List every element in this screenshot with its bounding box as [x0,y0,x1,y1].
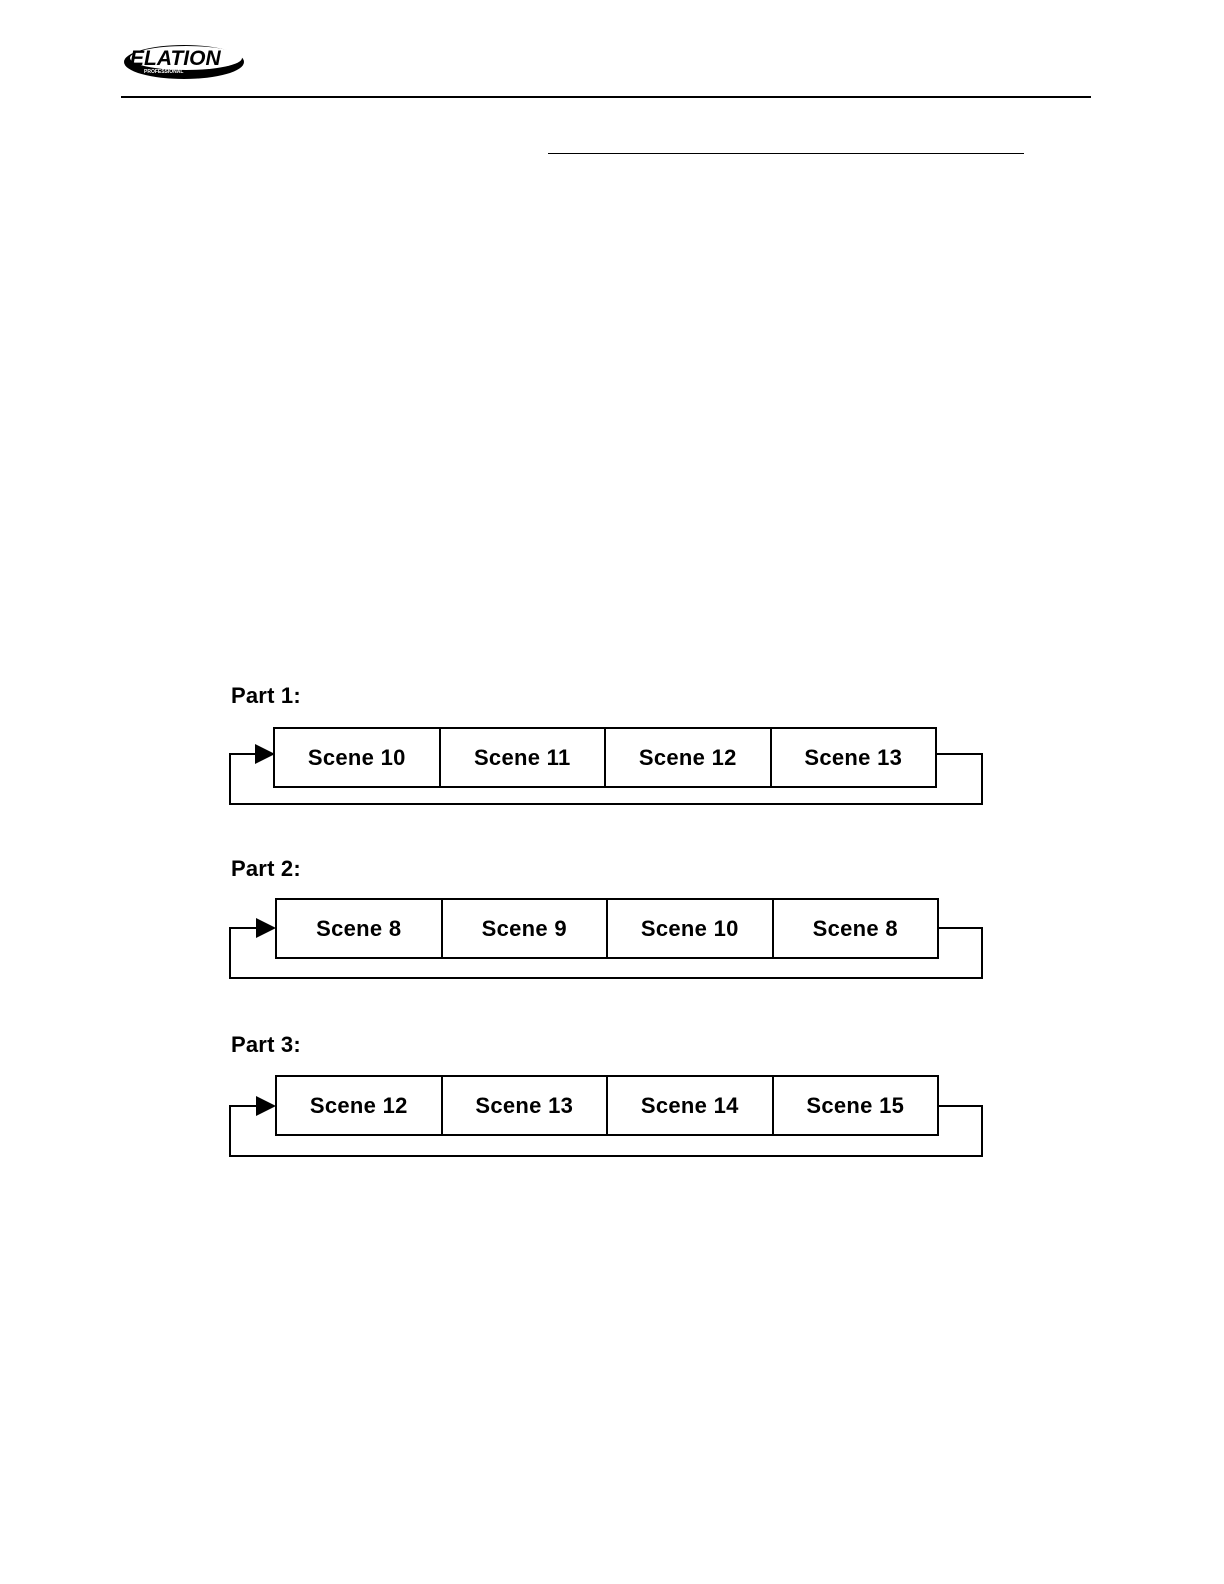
logo-wordmark: ELATION [130,47,221,70]
part-1-scene-sequence [273,727,937,788]
part-2-loop-arrow-icon [256,918,276,938]
part-1-scene-1: Scene 10 [275,729,441,786]
part-3-scene-1: Scene 12 [277,1077,443,1134]
header-divider [121,96,1091,98]
part-2-scene-2: Scene 9 [443,900,609,957]
part-2-label: Part 2: [231,856,301,881]
part-2-loop-entry [229,927,259,929]
part-3-scene-2: Scene 13 [443,1077,609,1134]
part-1-loop-arrow-icon [255,744,275,764]
part-3-scene-3: Scene 14 [608,1077,774,1134]
part-2-scene-4: Scene 8 [812,915,898,941]
logo-subtext: PROFESSIONAL [144,69,184,75]
part-1-scene-3: Scene 12 [606,729,772,786]
part-2-scene-3: Scene 10 [608,900,774,957]
part-1-label: Part 1: [231,683,301,708]
part-1-scene-2: Scene 11 [441,729,607,786]
part-1-loop-exit [935,753,983,755]
part-3-loop-exit [937,1105,983,1107]
part-3-scene-4: Scene 15 [806,1092,905,1118]
part-2-loop-exit [937,927,983,929]
part-2-scene-1: Scene 8 [277,900,443,957]
part-3-loop-entry [229,1105,259,1107]
part-3-scene-sequence [275,1075,939,1136]
elation-logo [122,38,246,84]
part-1-scene-4: Scene 13 [804,744,903,770]
part-2-scene-sequence [275,898,939,959]
part-3-label: Part 3: [231,1032,301,1057]
section-rule [548,153,1024,154]
part-3-loop-arrow-icon [256,1096,276,1116]
